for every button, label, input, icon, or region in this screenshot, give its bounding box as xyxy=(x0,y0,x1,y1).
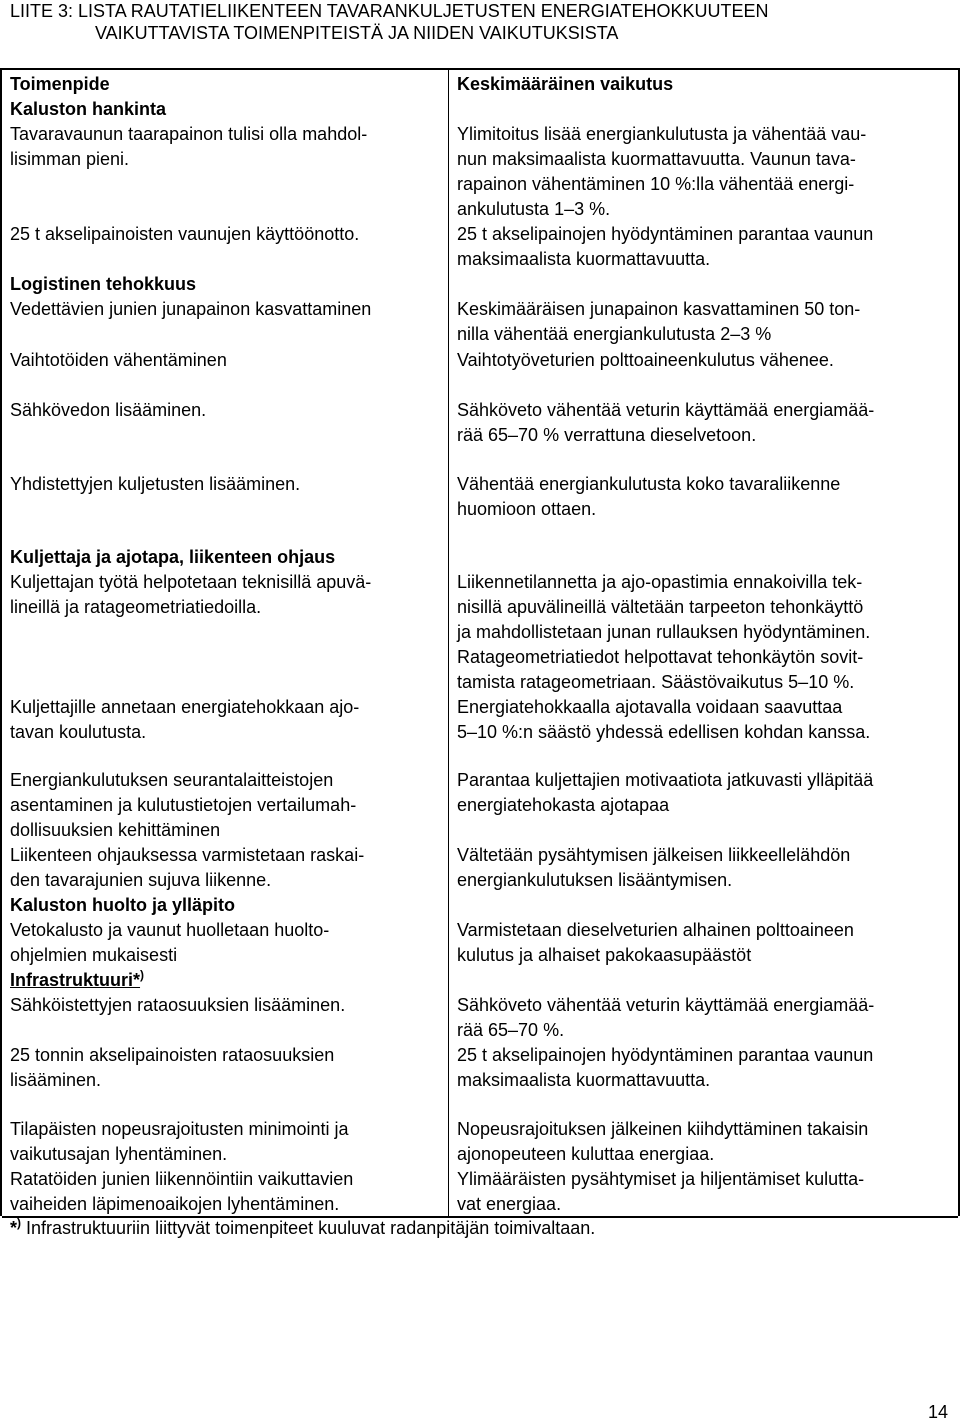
column-divider xyxy=(448,70,449,1216)
page-number: 14 xyxy=(927,1402,948,1422)
measure-cell: Vetokalusto ja vaunut huolletaan huolto- ohjelmien mukaisesti xyxy=(10,920,330,965)
effect-cell: Ylimääräisten pysähtymiset ja hiljentämiset kulutta- vat energiaa. xyxy=(457,1169,865,1214)
section-title: Logistinen tehokkuus xyxy=(10,274,197,294)
effect-cell: Vähentää energiankulutusta koko tavaraliikenne huomioon ottaen. xyxy=(457,474,841,519)
effect-cell: Liikennetilannetta ja ajo-opastimia ennakoivilla tek- nisillä apuvälineillä vältetään tarpeeton tehonkäyttö ja mahdollistetaan junan rullauksen hyödyntäminen. Ratageometriatiedot helpottavat tehonkäytön sovit- tamista ratageometriaan. Säästövaikutus 5–10 %. xyxy=(457,572,871,692)
effect-cell: Vältetään pysähtymisen jälkeisen liikkeellelähdön energiankulutuksen lisääntymisen. xyxy=(457,845,851,890)
measure-cell: Tavaravaunun taarapainon tulisi olla mahdol- lisimman pieni. xyxy=(10,124,368,169)
measure-cell: Ratatöiden junien liikennöintiin vaikuttavien vaiheiden läpimenoaikojen lyhentäminen. xyxy=(10,1169,354,1214)
measures-table xyxy=(0,68,960,1216)
section-title: Kaluston huolto ja ylläpito xyxy=(10,895,235,915)
measure-cell: 25 t akselipainoisten vaunujen käyttöönotto. xyxy=(10,224,360,244)
footnote-marker: * xyxy=(10,1218,18,1238)
measure-cell: Sähköistettyjen rataosuuksien lisääminen. xyxy=(10,995,346,1015)
document-title xyxy=(0,0,960,44)
effect-cell: Energiatehokkaalla ajotavalla voidaan saavuttaa 5–10 %:n säästö yhdessä edellisen kohdan kanssa. xyxy=(457,697,871,742)
measure-cell: Kuljettajille annetaan energiatehokkaan ajo- tavan koulutusta. xyxy=(10,697,360,742)
measure-cell: 25 tonnin akselipainoisten rataosuuksien lisääminen. xyxy=(10,1045,335,1090)
header-measure: Toimenpide xyxy=(10,74,110,94)
effect-cell: Nopeusrajoituksen jälkeinen kiihdyttäminen takaisin ajonopeuteen kuluttaa energiaa. xyxy=(457,1119,869,1164)
effect-cell: Parantaa kuljettajien motivaatiota jatkuvasti ylläpitää energiatehokasta ajotapaa xyxy=(457,770,874,815)
measure-cell: Liikenteen ohjauksessa varmistetaan raskai- den tavarajunien sujuva liikenne. xyxy=(10,845,365,890)
footnote xyxy=(10,1216,595,1241)
effect-cell: Ylimitoitus lisää energiankulutusta ja vähentää vau- nun maksimaalista kuormattavuutta. Vaunun tava- rapainon vähentäminen 10 %:lla vähentää energi- ankulutusta 1–3 %. xyxy=(457,124,867,219)
effect-cell: 25 t akselipainojen hyödyntäminen parantaa vaunun maksimaalista kuormattavuutta. xyxy=(457,1045,874,1090)
infra-superscript: ) xyxy=(140,968,145,982)
measure-cell: Yhdistettyjen kuljetusten lisääminen. xyxy=(10,474,301,494)
section-title: Kaluston hankinta xyxy=(10,99,167,119)
measure-cell: Vaihtotöiden vähentäminen xyxy=(10,350,227,370)
measure-cell: Sähkövedon lisääminen. xyxy=(10,400,207,420)
title-line-2: VAIKUTTAVISTA TOIMENPITEISTÄ JA NIIDEN VAIKUTUKSISTA xyxy=(95,23,619,43)
header-effect: Keskimääräinen vaikutus xyxy=(457,74,674,94)
effect-cell: Sähköveto vähentää veturin käyttämää energiamää- rää 65–70 %. xyxy=(457,995,875,1040)
effect-cell: Sähköveto vähentää veturin käyttämää energiamää- rää 65–70 % verrattuna dieselvetoon. xyxy=(457,400,875,445)
effect-cell: 25 t akselipainojen hyödyntäminen parantaa vaunun maksimaalista kuormattavuutta. xyxy=(457,224,874,269)
section-title: Kuljettaja ja ajotapa, liikenteen ohjaus xyxy=(10,547,336,567)
measure-cell: Kuljettajan työtä helpotetaan teknisillä apuvä- lineillä ja ratageometriatiedoilla. xyxy=(10,572,372,617)
measure-cell: Energiankulutuksen seurantalaitteistojen asentaminen ja kulutustietojen vertailumah- dollisuuksien kehittäminen xyxy=(10,770,357,840)
title-line-1: LIITE 3: LISTA RAUTATIELIIKENTEEN TAVARANKULJETUSTEN ENERGIATEHOKKUUTEEN xyxy=(10,1,769,21)
footnote-marker-sup: ) xyxy=(17,1216,22,1230)
effect-cell: Keskimääräisen junapainon kasvattaminen 50 ton- nilla vähentää energiankulutusta 2–3 % xyxy=(457,299,861,344)
measure-cell: Tilapäisten nopeusrajoitusten minimointi ja vaikutusajan lyhentäminen. xyxy=(10,1119,349,1164)
section-title xyxy=(10,968,440,993)
effect-cell: Vaihtotyöveturien polttoaineenkulutus vähenee. xyxy=(457,350,834,370)
effect-cell: Varmistetaan dieselveturien alhainen polttoaineen kulutus ja alhaiset pakokaasupäästöt xyxy=(457,920,854,965)
footnote-text: Infrastruktuuriin liittyvät toimenpiteet kuuluvat radanpitäjän toimivaltaan. xyxy=(21,1218,596,1238)
infra-title: Infrastruktuuri* xyxy=(10,970,141,990)
measure-cell: Vedettävien junien junapainon kasvattaminen xyxy=(10,299,372,319)
